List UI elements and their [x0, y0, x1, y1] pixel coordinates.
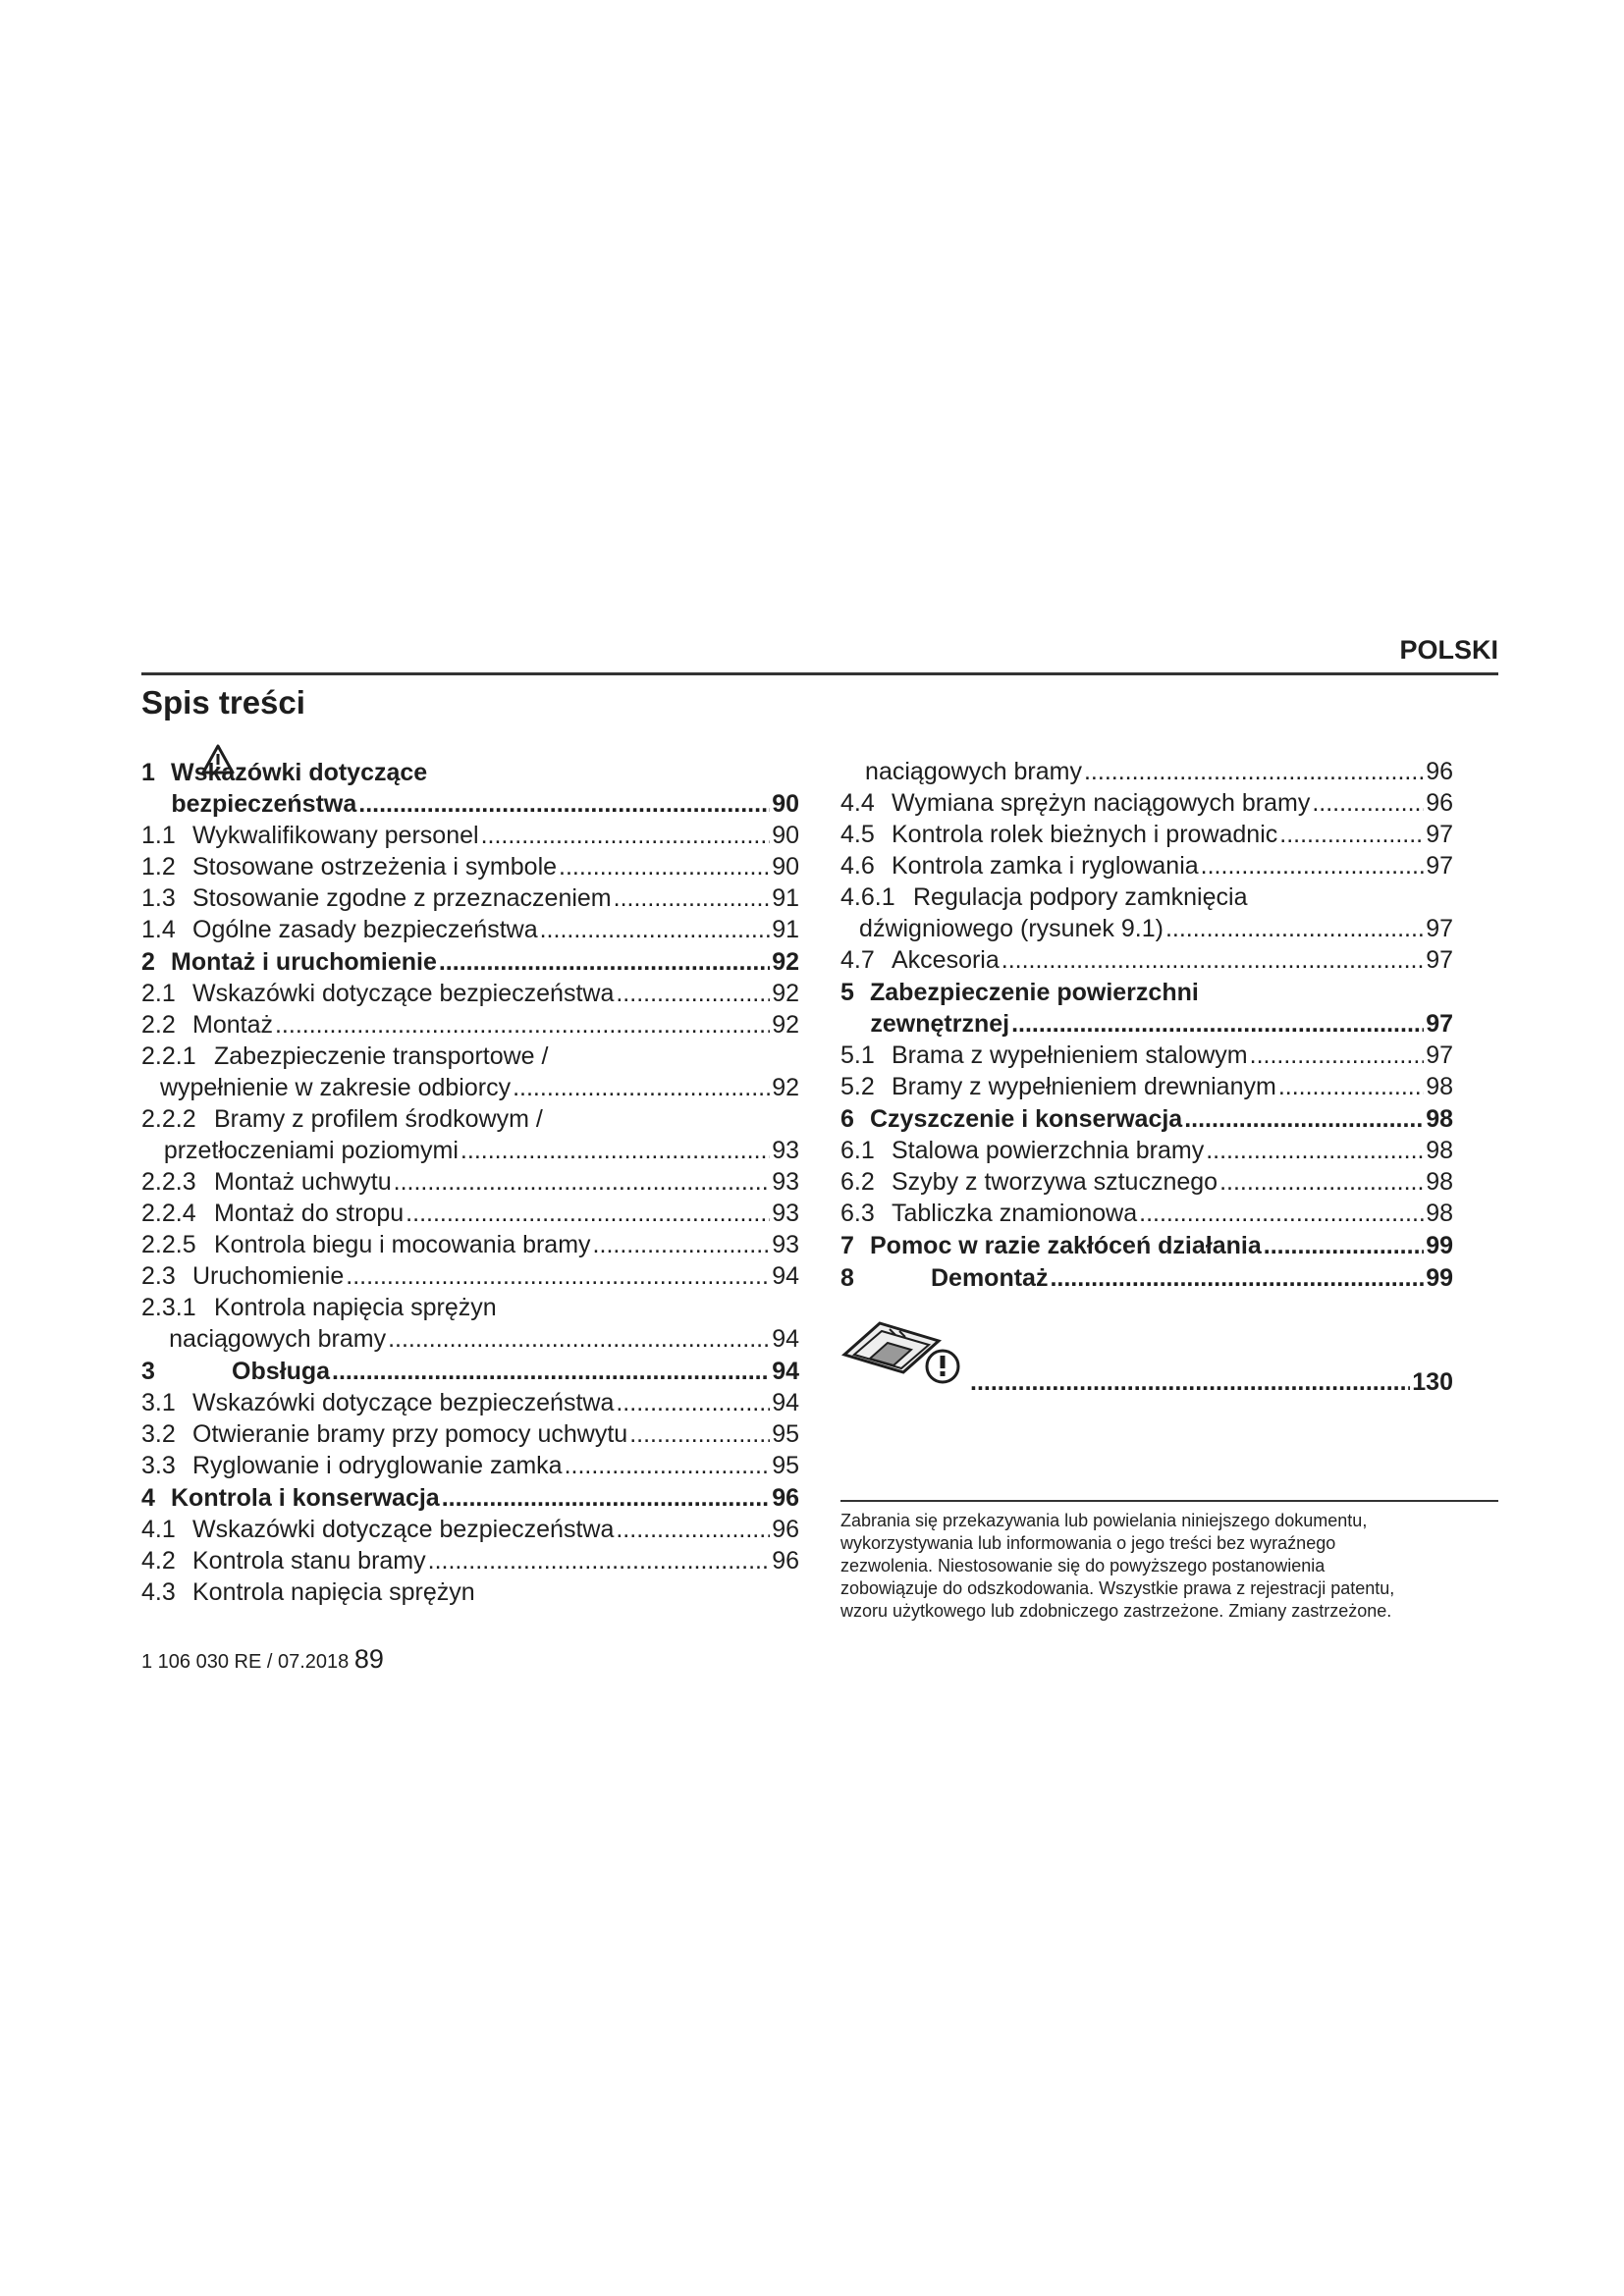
- toc-left-entry: [141, 882, 799, 914]
- toc-right-entry: [840, 1166, 1453, 1198]
- dot-leader: [481, 820, 771, 851]
- toc-left-entry: [141, 1260, 799, 1292]
- entry-number: 2.2.1: [141, 1042, 196, 1070]
- toc-left-entry: [141, 1292, 799, 1323]
- entry-page: 97: [1426, 915, 1453, 942]
- entry-page: 92: [772, 948, 799, 976]
- entry-title: Obsługa: [232, 1358, 331, 1385]
- dot-leader: [275, 1009, 770, 1041]
- entry-title: Montaż i uruchomienie: [171, 948, 437, 976]
- entry-number: 6.2: [840, 1168, 875, 1196]
- entry-title: Kontrola napięcia sprężyn: [214, 1294, 497, 1321]
- entry-page: 92: [772, 1074, 799, 1101]
- legal-line: zobowiązuje do odszkodowania. Wszystkie prawa z rejestracji patentu,: [840, 1578, 1395, 1598]
- dot-leader: [394, 1166, 771, 1198]
- entry-number: 1: [141, 759, 155, 786]
- entry-page: 97: [1426, 821, 1453, 848]
- entry-title: Kontrola zamka i ryglowania: [892, 852, 1199, 880]
- entry-title: Bramy z profilem środkowym /: [214, 1105, 543, 1133]
- entry-number: 4.7: [840, 946, 875, 974]
- entry-title: Montaż uchwytu: [214, 1168, 392, 1196]
- toc-left-entry: [141, 757, 799, 788]
- entry-number: 2: [141, 948, 155, 976]
- toc-right-entry: [840, 1135, 1453, 1166]
- entry-title: Wskazówki dotyczące bezpieczeństwa: [192, 1389, 615, 1416]
- entry-number: 4.4: [840, 789, 875, 817]
- dot-leader: [616, 978, 770, 1009]
- toc-left-entry: [141, 820, 799, 851]
- entry-page: 92: [772, 1011, 799, 1039]
- legal-line: wykorzystywania lub informowania o jego treści bez wyraźnego: [840, 1533, 1336, 1553]
- toc-left-entry: [141, 1387, 799, 1418]
- dot-leader: [1050, 1262, 1424, 1294]
- dot-leader: [1139, 1198, 1424, 1229]
- entry-page: 93: [772, 1231, 799, 1258]
- dot-leader: [1250, 1040, 1425, 1071]
- entry-number: 3.2: [141, 1420, 176, 1448]
- entry-title: Ogólne zasady bezpieczeństwa: [192, 916, 538, 943]
- entry-number: 2.2: [141, 1011, 176, 1039]
- entry-title: Zabezpieczenie powierzchni: [870, 979, 1199, 1006]
- entry-number: 1.2: [141, 853, 176, 881]
- entry-title: Stalowa powierzchnia bramy: [892, 1137, 1205, 1164]
- dot-leader: [1201, 850, 1425, 881]
- legal-notice: [840, 1510, 1479, 1623]
- toc-right-entry-continued: [840, 756, 1453, 787]
- entry-page: 91: [772, 884, 799, 912]
- dot-leader: [1279, 819, 1424, 850]
- dot-leader: [970, 1366, 1410, 1398]
- maintenance-door-warning-icon: [840, 1315, 968, 1390]
- entry-number: 3: [141, 1358, 155, 1385]
- entry-page: 94: [772, 1262, 799, 1290]
- entry-title: Kontrola stanu bramy: [192, 1547, 426, 1575]
- entry-number: 2.2.2: [141, 1105, 196, 1133]
- entry-number: 8: [840, 1264, 854, 1292]
- toc-left-entry: [141, 1229, 799, 1260]
- entry-page: 98: [1426, 1073, 1453, 1100]
- entry-page: 97: [1426, 1010, 1453, 1038]
- dot-leader: [540, 914, 771, 945]
- entry-page: 97: [1426, 946, 1453, 974]
- entry-page: 96: [772, 1516, 799, 1543]
- entry-number: 2.3: [141, 1262, 176, 1290]
- toc-left-entry: [141, 1103, 799, 1135]
- entry-page: 96: [772, 1547, 799, 1575]
- entry-title: Otwieranie bramy przy pomocy uchwytu: [192, 1420, 628, 1448]
- dot-leader: [428, 1545, 771, 1576]
- entry-number: 2.1: [141, 980, 176, 1007]
- entry-title: Uruchomienie: [192, 1262, 345, 1290]
- entry-page: 94: [772, 1389, 799, 1416]
- toc-right-entry: [840, 944, 1453, 976]
- footer: [141, 1644, 384, 1675]
- dot-leader: [593, 1229, 771, 1260]
- entry-title: Regulacja podpory zamknięcia: [913, 883, 1248, 911]
- toc-right-entry: [840, 1103, 1453, 1135]
- toc-left-entry: [141, 1166, 799, 1198]
- entry-number: 1.3: [141, 884, 176, 912]
- appendix-entry: [840, 1315, 1453, 1398]
- entry-title: Kontrola napięcia sprężyn: [192, 1578, 475, 1606]
- entry-page: 93: [772, 1137, 799, 1164]
- legal-line: zezwolenia. Niestosowanie się do powyższego postanowienia: [840, 1556, 1326, 1575]
- dot-leader: [346, 1260, 770, 1292]
- dot-leader: [1312, 787, 1424, 819]
- page-title: Spis treści: [141, 684, 305, 721]
- entry-page: 96: [772, 1484, 799, 1512]
- dot-leader: [1206, 1135, 1424, 1166]
- entry-title-continued: dźwigniowego (rysunek 9.1): [859, 915, 1164, 942]
- toc-right-entry: [840, 850, 1453, 881]
- toc-right-entry: [840, 1198, 1453, 1229]
- entry-number: 2.2.3: [141, 1168, 196, 1196]
- dot-leader: [565, 1450, 771, 1481]
- toc-right-entry: [840, 819, 1453, 850]
- doc-reference: 1 106 030 RE / 07.2018: [141, 1651, 350, 1673]
- toc-right-entry-continued: [840, 1008, 1453, 1040]
- entry-number: 4.3: [141, 1578, 176, 1606]
- entry-number: 4.6.1: [840, 883, 895, 911]
- entry-page: 93: [772, 1168, 799, 1196]
- entry-title: Wymiana sprężyn naciągowych bramy: [892, 789, 1311, 817]
- entry-number: 4.1: [141, 1516, 176, 1543]
- toc-left-entry: [141, 1576, 799, 1608]
- toc-right-entry: [840, 881, 1453, 913]
- entry-title: Montaż: [192, 1011, 273, 1039]
- toc-left-entry-continued: [141, 1323, 799, 1355]
- dot-leader: [1264, 1230, 1424, 1261]
- entry-title: Wskazówki dotyczące bezpieczeństwa: [192, 1516, 615, 1543]
- entry-page: 94: [772, 1325, 799, 1353]
- appendix-page: 130: [1412, 1368, 1453, 1396]
- entry-page: 90: [772, 822, 799, 849]
- entry-page: 90: [772, 853, 799, 881]
- toc-right-entry: [840, 1262, 1453, 1294]
- entry-title-continued: naciągowych bramy: [169, 1325, 387, 1353]
- toc-left-entry: [141, 1009, 799, 1041]
- entry-page: 95: [772, 1420, 799, 1448]
- entry-title: Pomoc w razie zakłóceń działania: [870, 1232, 1262, 1259]
- entry-title: Bramy z wypełnieniem drewnianym: [892, 1073, 1276, 1100]
- entry-title: Zabezpieczenie transportowe /: [214, 1042, 549, 1070]
- entry-number: 6.1: [840, 1137, 875, 1164]
- entry-title: Demontaż: [931, 1264, 1049, 1292]
- entry-number: 1.4: [141, 916, 176, 943]
- dot-leader: [629, 1418, 770, 1450]
- dot-leader: [616, 1514, 770, 1545]
- legal-rule: [840, 1500, 1498, 1502]
- entry-title: Montaż do stropu: [214, 1200, 405, 1227]
- entry-number: 7: [840, 1232, 854, 1259]
- toc-right-entry: [840, 1040, 1453, 1071]
- entry-page: 98: [1426, 1200, 1453, 1227]
- dot-leader: [332, 1356, 770, 1387]
- entry-page: 94: [772, 1358, 799, 1385]
- toc-right-entry: [840, 977, 1453, 1008]
- entry-title: Wykwalifikowany personel: [192, 822, 479, 849]
- entry-title-continued: przetłoczeniami poziomymi: [163, 1137, 459, 1164]
- toc-left-entry: [141, 1356, 799, 1387]
- toc-right-entry: [840, 1071, 1453, 1102]
- dot-leader: [406, 1198, 770, 1229]
- dot-leader: [442, 1482, 770, 1514]
- dot-leader: [513, 1072, 770, 1103]
- toc-left-entry: [141, 1545, 799, 1576]
- toc-left-entry-continued: [141, 788, 799, 820]
- entry-title: Wskazówki dotyczące bezpieczeństwa: [192, 980, 615, 1007]
- toc-right-entry: [840, 1230, 1453, 1261]
- legal-line: wzoru użytkowego lub zdobniczego zastrzeżone. Zmiany zastrzeżone.: [840, 1601, 1392, 1621]
- entry-page: 92: [772, 980, 799, 1007]
- entry-number: 1.1: [141, 822, 176, 849]
- toc-left-entry: [141, 1198, 799, 1229]
- entry-title-continued: zewnętrznej: [870, 1010, 1010, 1038]
- entry-page: 96: [1426, 789, 1453, 817]
- toc-left-entry: [141, 1450, 799, 1481]
- dot-leader: [1084, 756, 1424, 787]
- header-rule: [141, 672, 1498, 675]
- entry-number: 4.5: [840, 821, 875, 848]
- dot-leader: [388, 1323, 770, 1355]
- dot-leader: [1219, 1166, 1424, 1198]
- dot-leader: [1011, 1008, 1424, 1040]
- dot-leader: [1278, 1071, 1424, 1102]
- entry-title: Czyszczenie i konserwacja: [870, 1105, 1183, 1133]
- entry-title: Szyby z tworzywa sztucznego: [892, 1168, 1218, 1196]
- toc-left-entry-continued: [141, 1072, 799, 1103]
- entry-title: Akcesoria: [892, 946, 1000, 974]
- dot-leader: [614, 882, 771, 914]
- entry-page: 90: [772, 790, 799, 818]
- entry-title: Brama z wypełnieniem stalowym: [892, 1041, 1248, 1069]
- entry-title: Kontrola rolek bieżnych i prowadnic: [892, 821, 1278, 848]
- dot-leader: [439, 946, 770, 978]
- entry-page: 98: [1426, 1168, 1453, 1196]
- language-label: POLSKI: [1399, 635, 1498, 665]
- entry-number: 2.2.5: [141, 1231, 196, 1258]
- entry-number: 2.3.1: [141, 1294, 196, 1321]
- entry-title-continued: bezpieczeństwa: [171, 790, 357, 818]
- entry-page: 95: [772, 1452, 799, 1479]
- toc-left-entry: [141, 978, 799, 1009]
- entry-page: 99: [1426, 1232, 1453, 1259]
- toc-right-entry-continued: [840, 913, 1453, 944]
- toc-left-entry: [141, 1041, 799, 1072]
- dot-leader: [460, 1135, 770, 1166]
- entry-number: 5.1: [840, 1041, 875, 1069]
- entry-number: 4: [141, 1484, 155, 1512]
- entry-number: 4.2: [141, 1547, 176, 1575]
- entry-page: 93: [772, 1200, 799, 1227]
- entry-number: 6: [840, 1105, 854, 1133]
- toc-left-entry-continued: [141, 1135, 799, 1166]
- entry-page: 97: [1426, 852, 1453, 880]
- entry-number: 3.1: [141, 1389, 176, 1416]
- toc-left-entry: [141, 1482, 799, 1514]
- entry-title: Tabliczka znamionowa: [892, 1200, 1138, 1227]
- toc-left-entry: [141, 914, 799, 945]
- toc-left-entry: [141, 851, 799, 882]
- entry-page: 97: [1426, 1041, 1453, 1069]
- entry-title: Kontrola biegu i mocowania bramy: [214, 1231, 591, 1258]
- dot-leader: [559, 851, 770, 882]
- toc-left-entry: [141, 946, 799, 978]
- entry-number: 6.3: [840, 1200, 875, 1227]
- toc-left-entry: [141, 1418, 799, 1450]
- toc-left-entry: [141, 1514, 799, 1545]
- entry-page: 99: [1426, 1264, 1453, 1292]
- entry-title: Kontrola i konserwacja: [171, 1484, 440, 1512]
- dot-leader: [1165, 913, 1424, 944]
- dot-leader: [1001, 944, 1424, 976]
- entry-title: Ryglowanie i odryglowanie zamka: [192, 1452, 563, 1479]
- entry-number: 3.3: [141, 1452, 176, 1479]
- entry-title-continued: wypełnienie w zakresie odbiorcy: [159, 1074, 512, 1101]
- dot-leader: [616, 1387, 770, 1418]
- entry-title: Wskazówki dotyczące: [171, 759, 428, 786]
- entry-number: 4.6: [840, 852, 875, 880]
- legal-line: Zabrania się przekazywania lub powielania niniejszego dokumentu,: [840, 1511, 1368, 1530]
- dot-leader: [358, 788, 770, 820]
- toc-right-entry: [840, 787, 1453, 819]
- dot-leader: [1184, 1103, 1424, 1135]
- entry-page: 91: [772, 916, 799, 943]
- entry-page: 98: [1426, 1105, 1453, 1133]
- toc-left-column: [141, 756, 799, 1608]
- entry-title: Stosowanie zgodne z przeznaczeniem: [192, 884, 612, 912]
- entry-page: 98: [1426, 1137, 1453, 1164]
- entry-title: Stosowane ostrzeżenia i symbole: [192, 853, 558, 881]
- entry-title-continued: naciągowych bramy: [865, 758, 1082, 785]
- entry-number: 5: [840, 979, 854, 1006]
- toc-right-column: [840, 756, 1453, 1398]
- page-number: 89: [353, 1644, 384, 1674]
- entry-page: 96: [1426, 758, 1453, 785]
- entry-number: 2.2.4: [141, 1200, 196, 1227]
- entry-number: 5.2: [840, 1073, 875, 1100]
